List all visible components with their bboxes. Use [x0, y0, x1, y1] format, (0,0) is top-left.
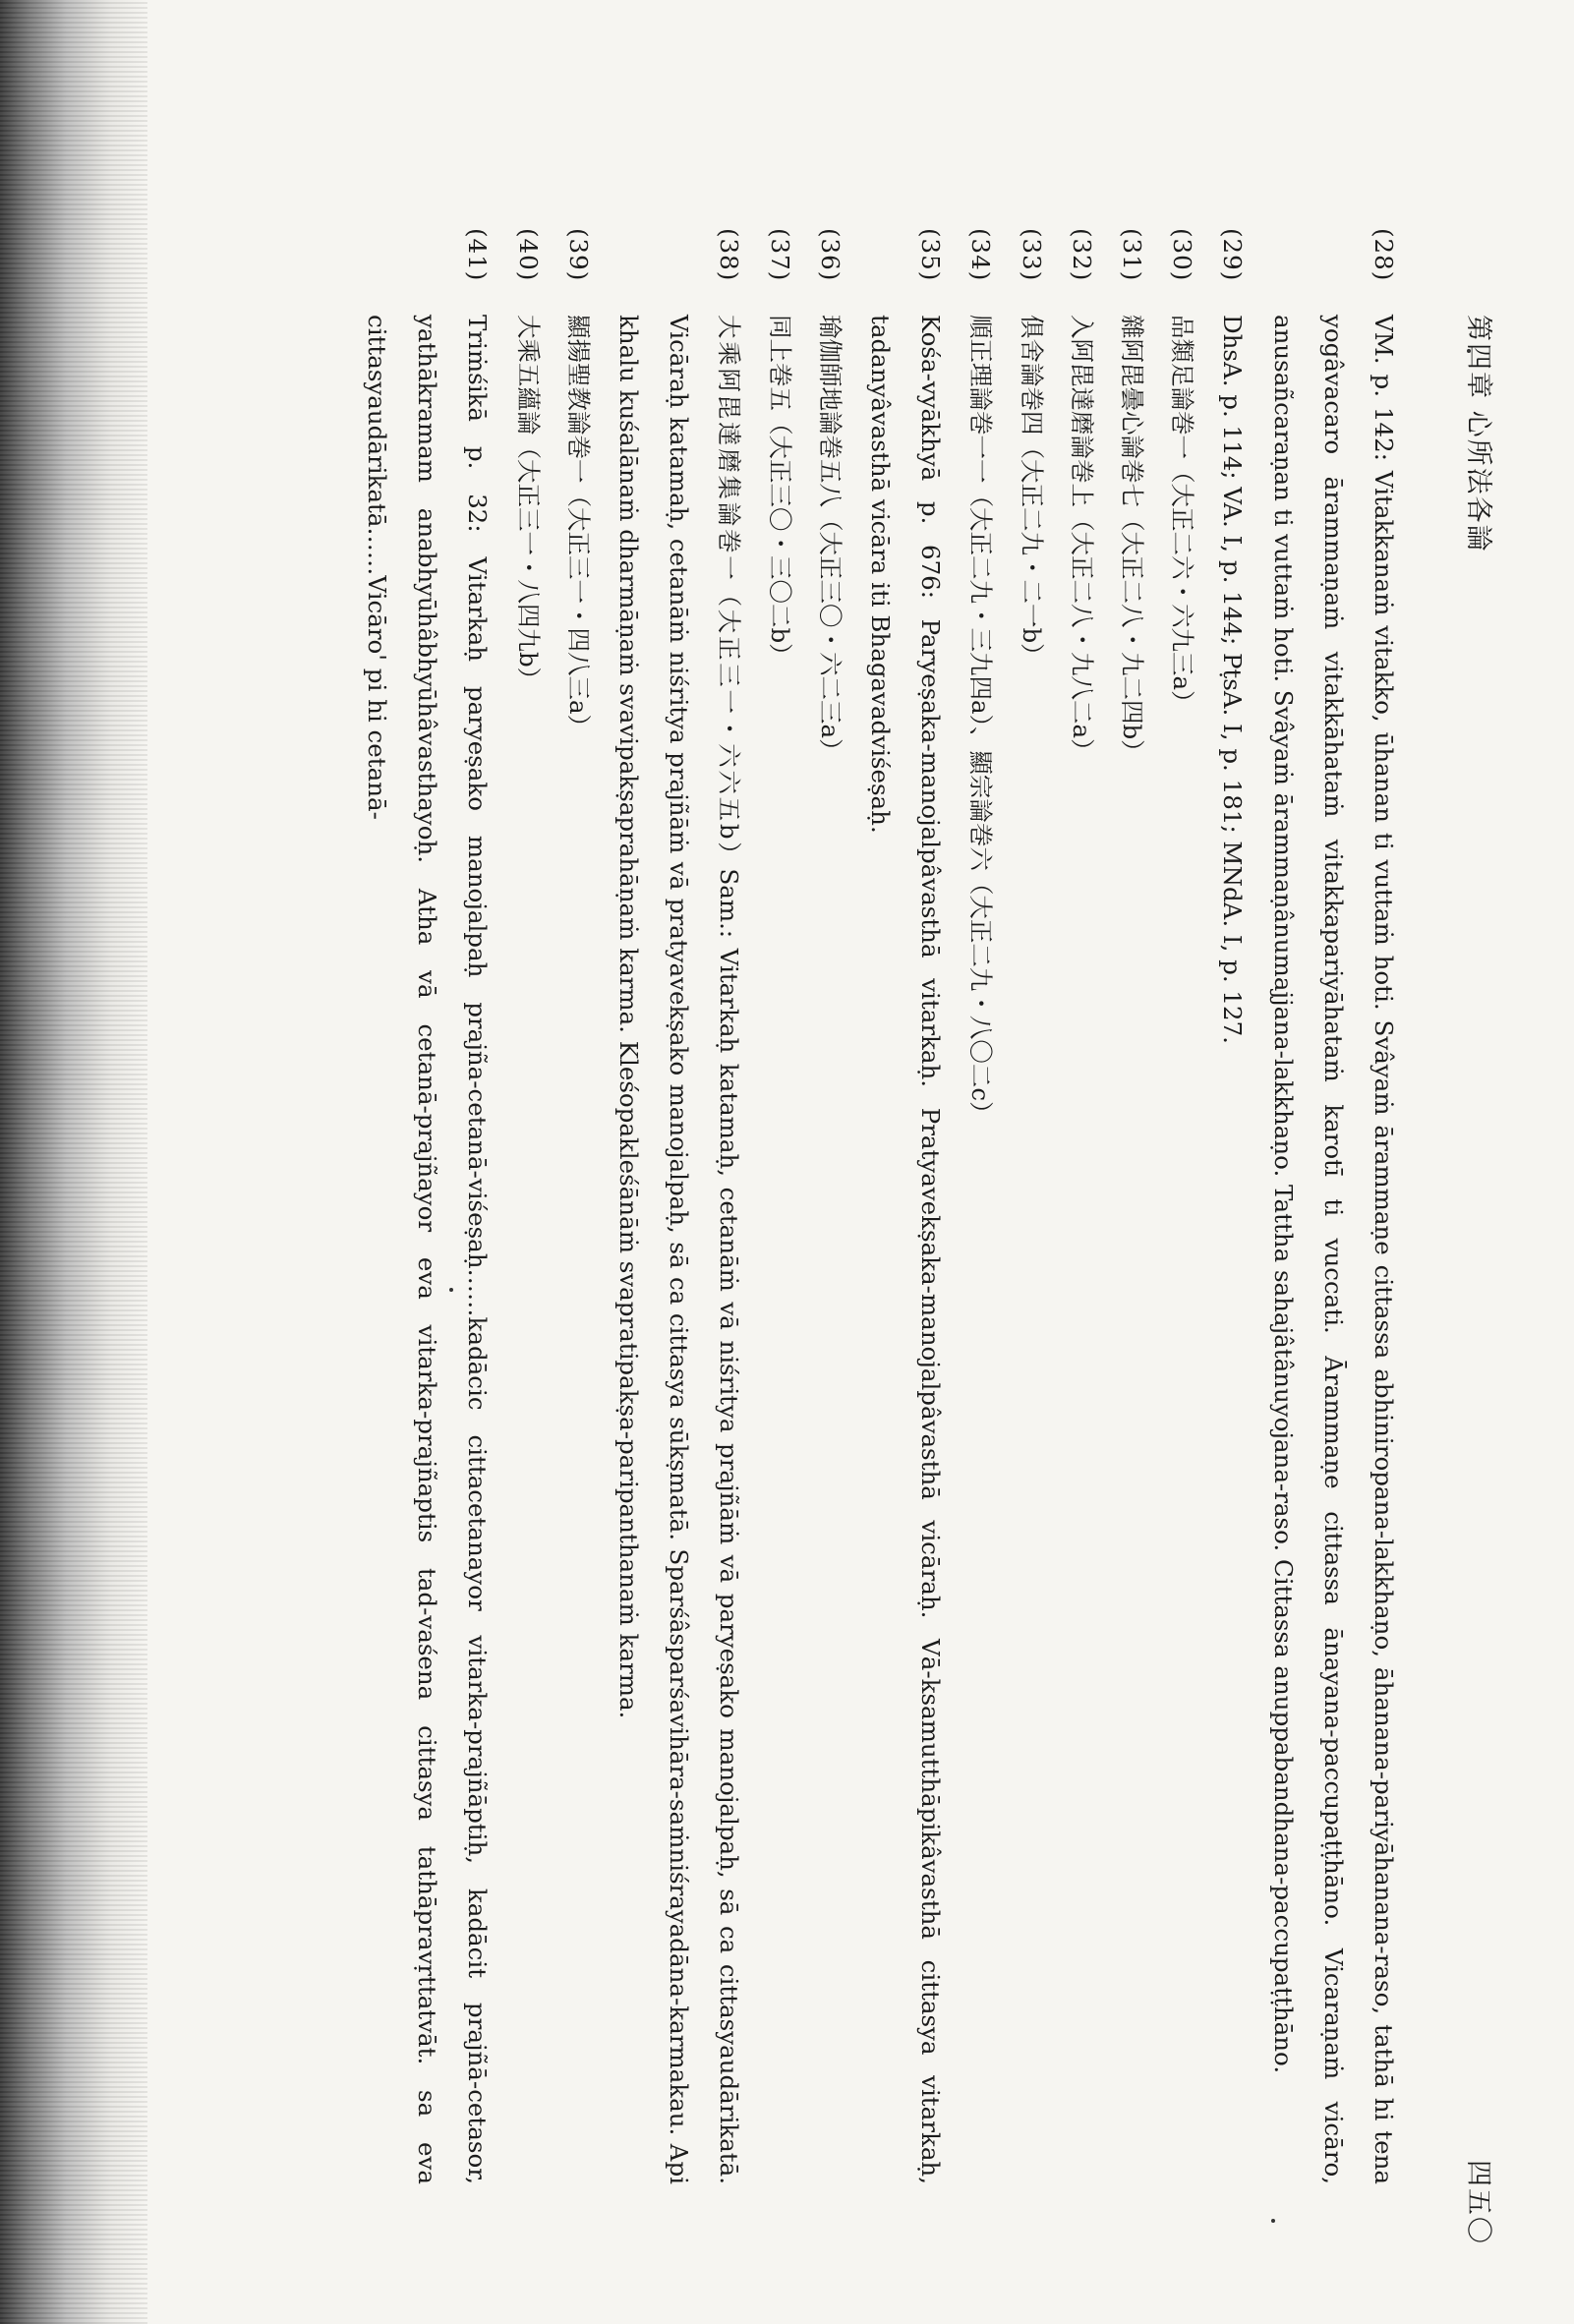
running-head — [1461, 315, 1500, 2245]
note-number: (35) — [916, 228, 946, 282]
note-text: 俱舍論巻四（大正二九・二一b） — [1017, 315, 1046, 668]
note-text: Kośa-vyākhyā p. 676: Paryeṣaka-manojalpâvasthā vitarkaḥ. Pratyavekṣaka-manojalpâvasthā vicāraḥ. Vā-ksamutthāpikâvasthā cittasya vitarkaḥ, tadanyâvasthā vicāra iti Bhagavadviśeṣaḥ. — [865, 315, 946, 2184]
note-number: (31) — [1117, 228, 1146, 282]
footnote-35 — [855, 228, 956, 2184]
footnote-40 — [502, 228, 553, 2184]
note-text: VM. p. 142: Vitakkanaṁ vitakko, ūhanan ti vuttaṁ hoti. Svâyaṁ ārammaṇe cittassa abhiniropana-lakkhaṇo, āhanana-pariyāhanana-raso, tathā hi tena yogâvacaro ārammaṇaṁ vitakkāhataṁ vitakkapariyāhataṁ karotī ti vuccati. Ārammaṇe cittassa ānayana-paccupaṭṭhāno. Vicaraṇaṁ vicāro, anusañcaraṇan ti vuttaṁ hoti. Svâyaṁ ārammaṇânumajjana-lakkhaṇo. Tattha sahajâtânuyojana-raso. Cittassa anuppabandhana-paccupaṭṭhāno. — [1268, 315, 1398, 2184]
page-number: 四五〇 — [1463, 2160, 1493, 2245]
note-number: (33) — [1017, 228, 1046, 282]
footnote-39 — [554, 228, 604, 2184]
note-number: (32) — [1067, 228, 1096, 282]
note-number: (39) — [563, 228, 593, 282]
note-text: Triṁśikā p. 32: Vitarkaḥ paryeṣako manojalpaḥ prajña-cetanā-viśeṣaḥ……kadācic cittacetanayor vitarka-prajñāptiḥ, kadācit prajñā-cetasor, yathākramam anabhyūhâbhyūhâvasthayoḥ. Atha vā cetanā-prajñayor eva vitarka-prajñaptis tad-vaśena cittasya tathāpravṛttatvāt. sa eva cittasyaudārikatā……Vicāro' pi hi cetanā- — [362, 315, 493, 2184]
note-text: 瑜伽師地論巻五八（大正三〇・六二三a） — [815, 315, 845, 763]
note-text: 順正理論巻一一（大正二九・三九四a）、顯宗論巻六（大正二九・八〇二c） — [966, 315, 996, 1126]
footnote-32 — [1057, 228, 1107, 2184]
note-number: (38) — [715, 228, 744, 282]
footnote-37 — [754, 228, 804, 2184]
footnote-38 — [604, 228, 755, 2184]
note-text: DhsA. p. 114; VA. I, p. 144; PṭsA. I, p. 181; MNdA. I, p. 127. — [1218, 315, 1248, 1044]
note-number: (29) — [1218, 228, 1248, 282]
footnote-29 — [1207, 228, 1257, 2184]
footnote-36 — [805, 228, 855, 2184]
footnote-28 — [1257, 228, 1409, 2184]
note-number: (30) — [1168, 228, 1197, 282]
footnote-31 — [1107, 228, 1157, 2184]
footnote-34 — [956, 228, 1006, 2184]
note-number: (37) — [765, 228, 794, 282]
footnote-30 — [1157, 228, 1207, 2184]
note-text: 入阿毘達磨論巻上（大正二八・九八二a） — [1067, 315, 1096, 763]
note-text: 大乘阿毘達磨集論巻一（大正三一・六六五b）Sam.: Vitarkaḥ katamaḥ, cetanāṁ vā niśritya prajñāṁ vā paryeṣako manojalpaḥ, sā ca cittasyaudārikatā. Vicāraḥ katamaḥ, cetanāṁ niśritya prajñāṁ vā pratyavekṣako manojalpaḥ, sā ca cittasya sūkṣmatā. Sparśâsparśavihāra-saṁniśrayadāna-karmakau. Api khalu kuśalānaṁ dharmāṇaṁ svavipakṣaprahāṇaṁ karma. Kleśopakleśānāṁ svapratipakṣa-paripanthanaṁ karma. — [613, 315, 744, 2184]
note-text: 顯揚聖教論巻一（大正三一・四八三a） — [563, 315, 593, 739]
note-number: (40) — [513, 228, 543, 282]
note-number: (41) — [463, 228, 493, 282]
note-text: 雜阿毘曇心論巻七（大正二八・九二四b） — [1117, 315, 1146, 764]
note-number: (28) — [1370, 228, 1398, 282]
note-text: 品類足論巻一（大正二六・六九三a） — [1168, 315, 1197, 715]
footnotes-list — [352, 228, 1409, 2184]
note-number: (36) — [815, 228, 845, 282]
note-text: 大乘五蘊論（大正三一・八四九b） — [513, 315, 543, 692]
note-text: 同上巻五（大正三〇・三〇二b） — [765, 315, 794, 668]
note-number: (34) — [966, 228, 996, 282]
footnote-41 — [352, 228, 503, 2184]
chapter-title: 第四章 心所法各論 — [1463, 315, 1493, 553]
footnote-33 — [1006, 228, 1056, 2184]
